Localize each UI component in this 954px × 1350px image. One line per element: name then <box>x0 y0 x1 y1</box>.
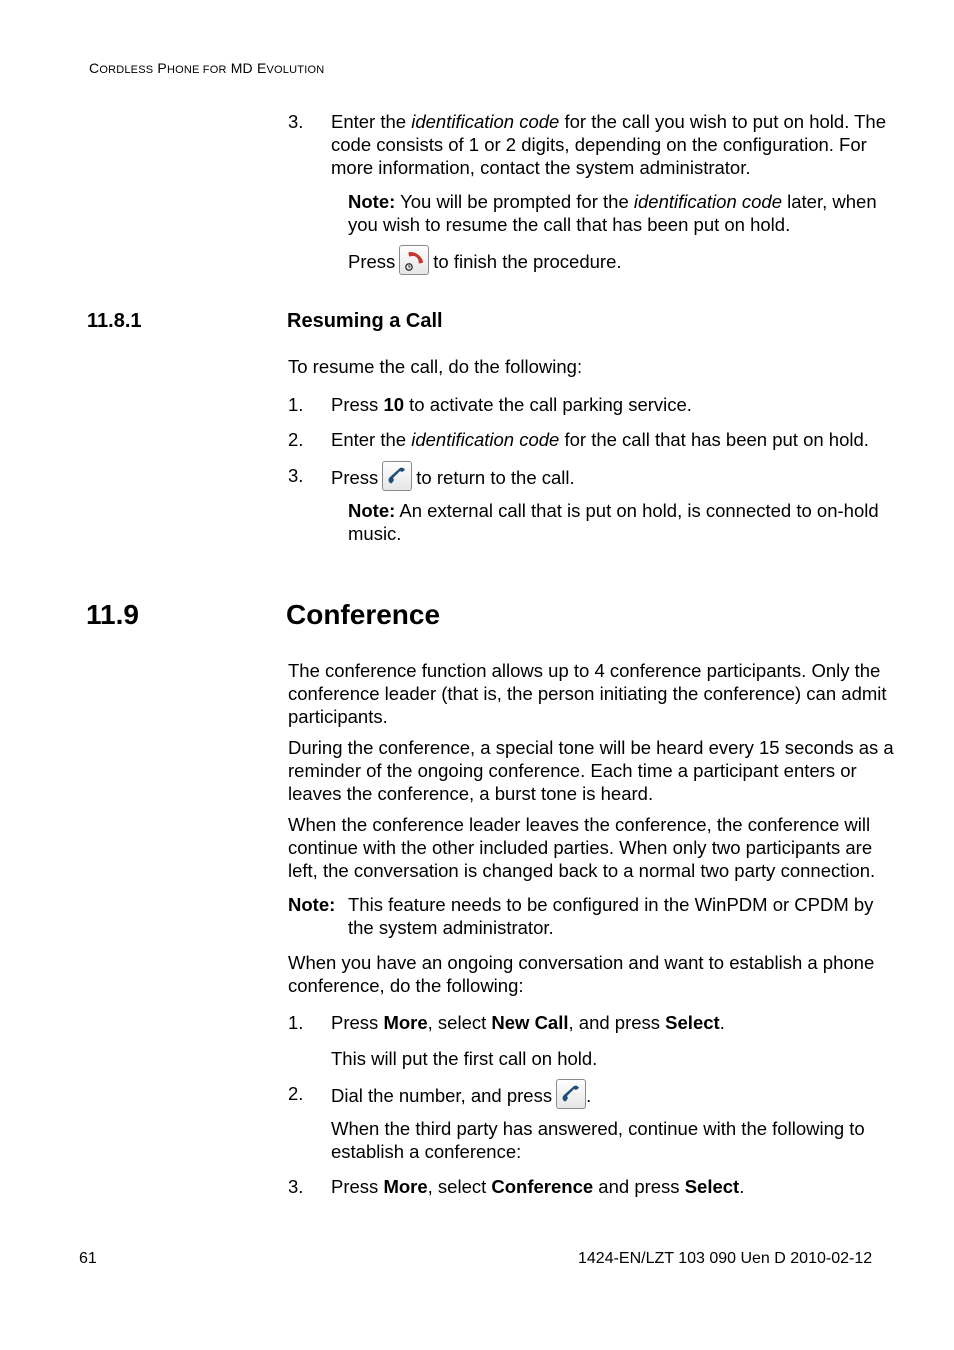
note: Note: An external call that is put on hold, is connected to on-hold music. <box>348 500 879 544</box>
call-icon <box>382 461 412 491</box>
step-text: Dial the number, and press . <box>331 1082 896 1112</box>
step-text: Press 10 to activate the call parking service. <box>331 394 692 415</box>
section-number: 11.8.1 <box>87 310 142 332</box>
step-text: Press More, select New Call, and press Select. <box>331 1012 725 1033</box>
step-number: 2. <box>288 1083 304 1104</box>
section-title: Resuming a Call <box>287 310 443 332</box>
step-text: Enter the identification code for the call you wish to put on hold. The code consists of 1 or 2 digits, depending on the configuration. For more information, contact the system administrator. <box>331 111 887 178</box>
running-header: CORDLESS PHONE FOR MD EVOLUTION <box>89 60 325 76</box>
step-number: 3. <box>288 111 304 132</box>
step-text: Press to return to the call. <box>331 464 896 494</box>
paragraph: When you have an ongoing conversation and want to establish a phone conference, do the following: <box>288 952 875 996</box>
paragraph: When the conference leader leaves the conference, the conference will continue with the other included parties. When only two participants are left, the conversation is changed back to a normal two party connection. <box>288 814 876 881</box>
step-number: 2. <box>288 429 304 450</box>
note: Note: You will be prompted for the identification code later, when you wish to resume the call that has been put on hold. <box>348 191 877 235</box>
page-number: 61 <box>79 1250 97 1267</box>
note-label: Note: <box>288 894 336 915</box>
paragraph: During the conference, a special tone will be heard every 15 seconds as a reminder of the ongoing conference. Each time a participant enters or leaves the conference, a burst tone is heard. <box>288 737 894 804</box>
press-end-line: Press to finish the procedure. <box>348 248 896 278</box>
step-subtext: This will put the first call on hold. <box>331 1048 598 1069</box>
step-text: Press More, select Conference and press Select. <box>331 1176 745 1197</box>
note-text: This feature needs to be configured in the WinPDM or CPDM by the system administrator. <box>348 894 874 938</box>
end-call-icon <box>399 245 429 275</box>
step-number: 1. <box>288 1012 304 1033</box>
step-text: Enter the identification code for the call that has been put on hold. <box>331 429 869 450</box>
step-subtext: When the third party has answered, continue with the following to establish a conference: <box>331 1118 865 1162</box>
step-number: 3. <box>288 1176 304 1197</box>
paragraph: To resume the call, do the following: <box>288 356 583 377</box>
step-number: 1. <box>288 394 304 415</box>
document-id: 1424-EN/LZT 103 090 Uen D 2010-02-12 <box>578 1250 873 1267</box>
chapter-number: 11.9 <box>86 599 139 630</box>
step-number: 3. <box>288 465 304 486</box>
call-icon <box>556 1079 586 1109</box>
chapter-title: Conference <box>286 599 441 630</box>
paragraph: The conference function allows up to 4 conference participants. Only the conference leader (that is, the person initiating the conference) can admit participants. <box>288 660 887 727</box>
